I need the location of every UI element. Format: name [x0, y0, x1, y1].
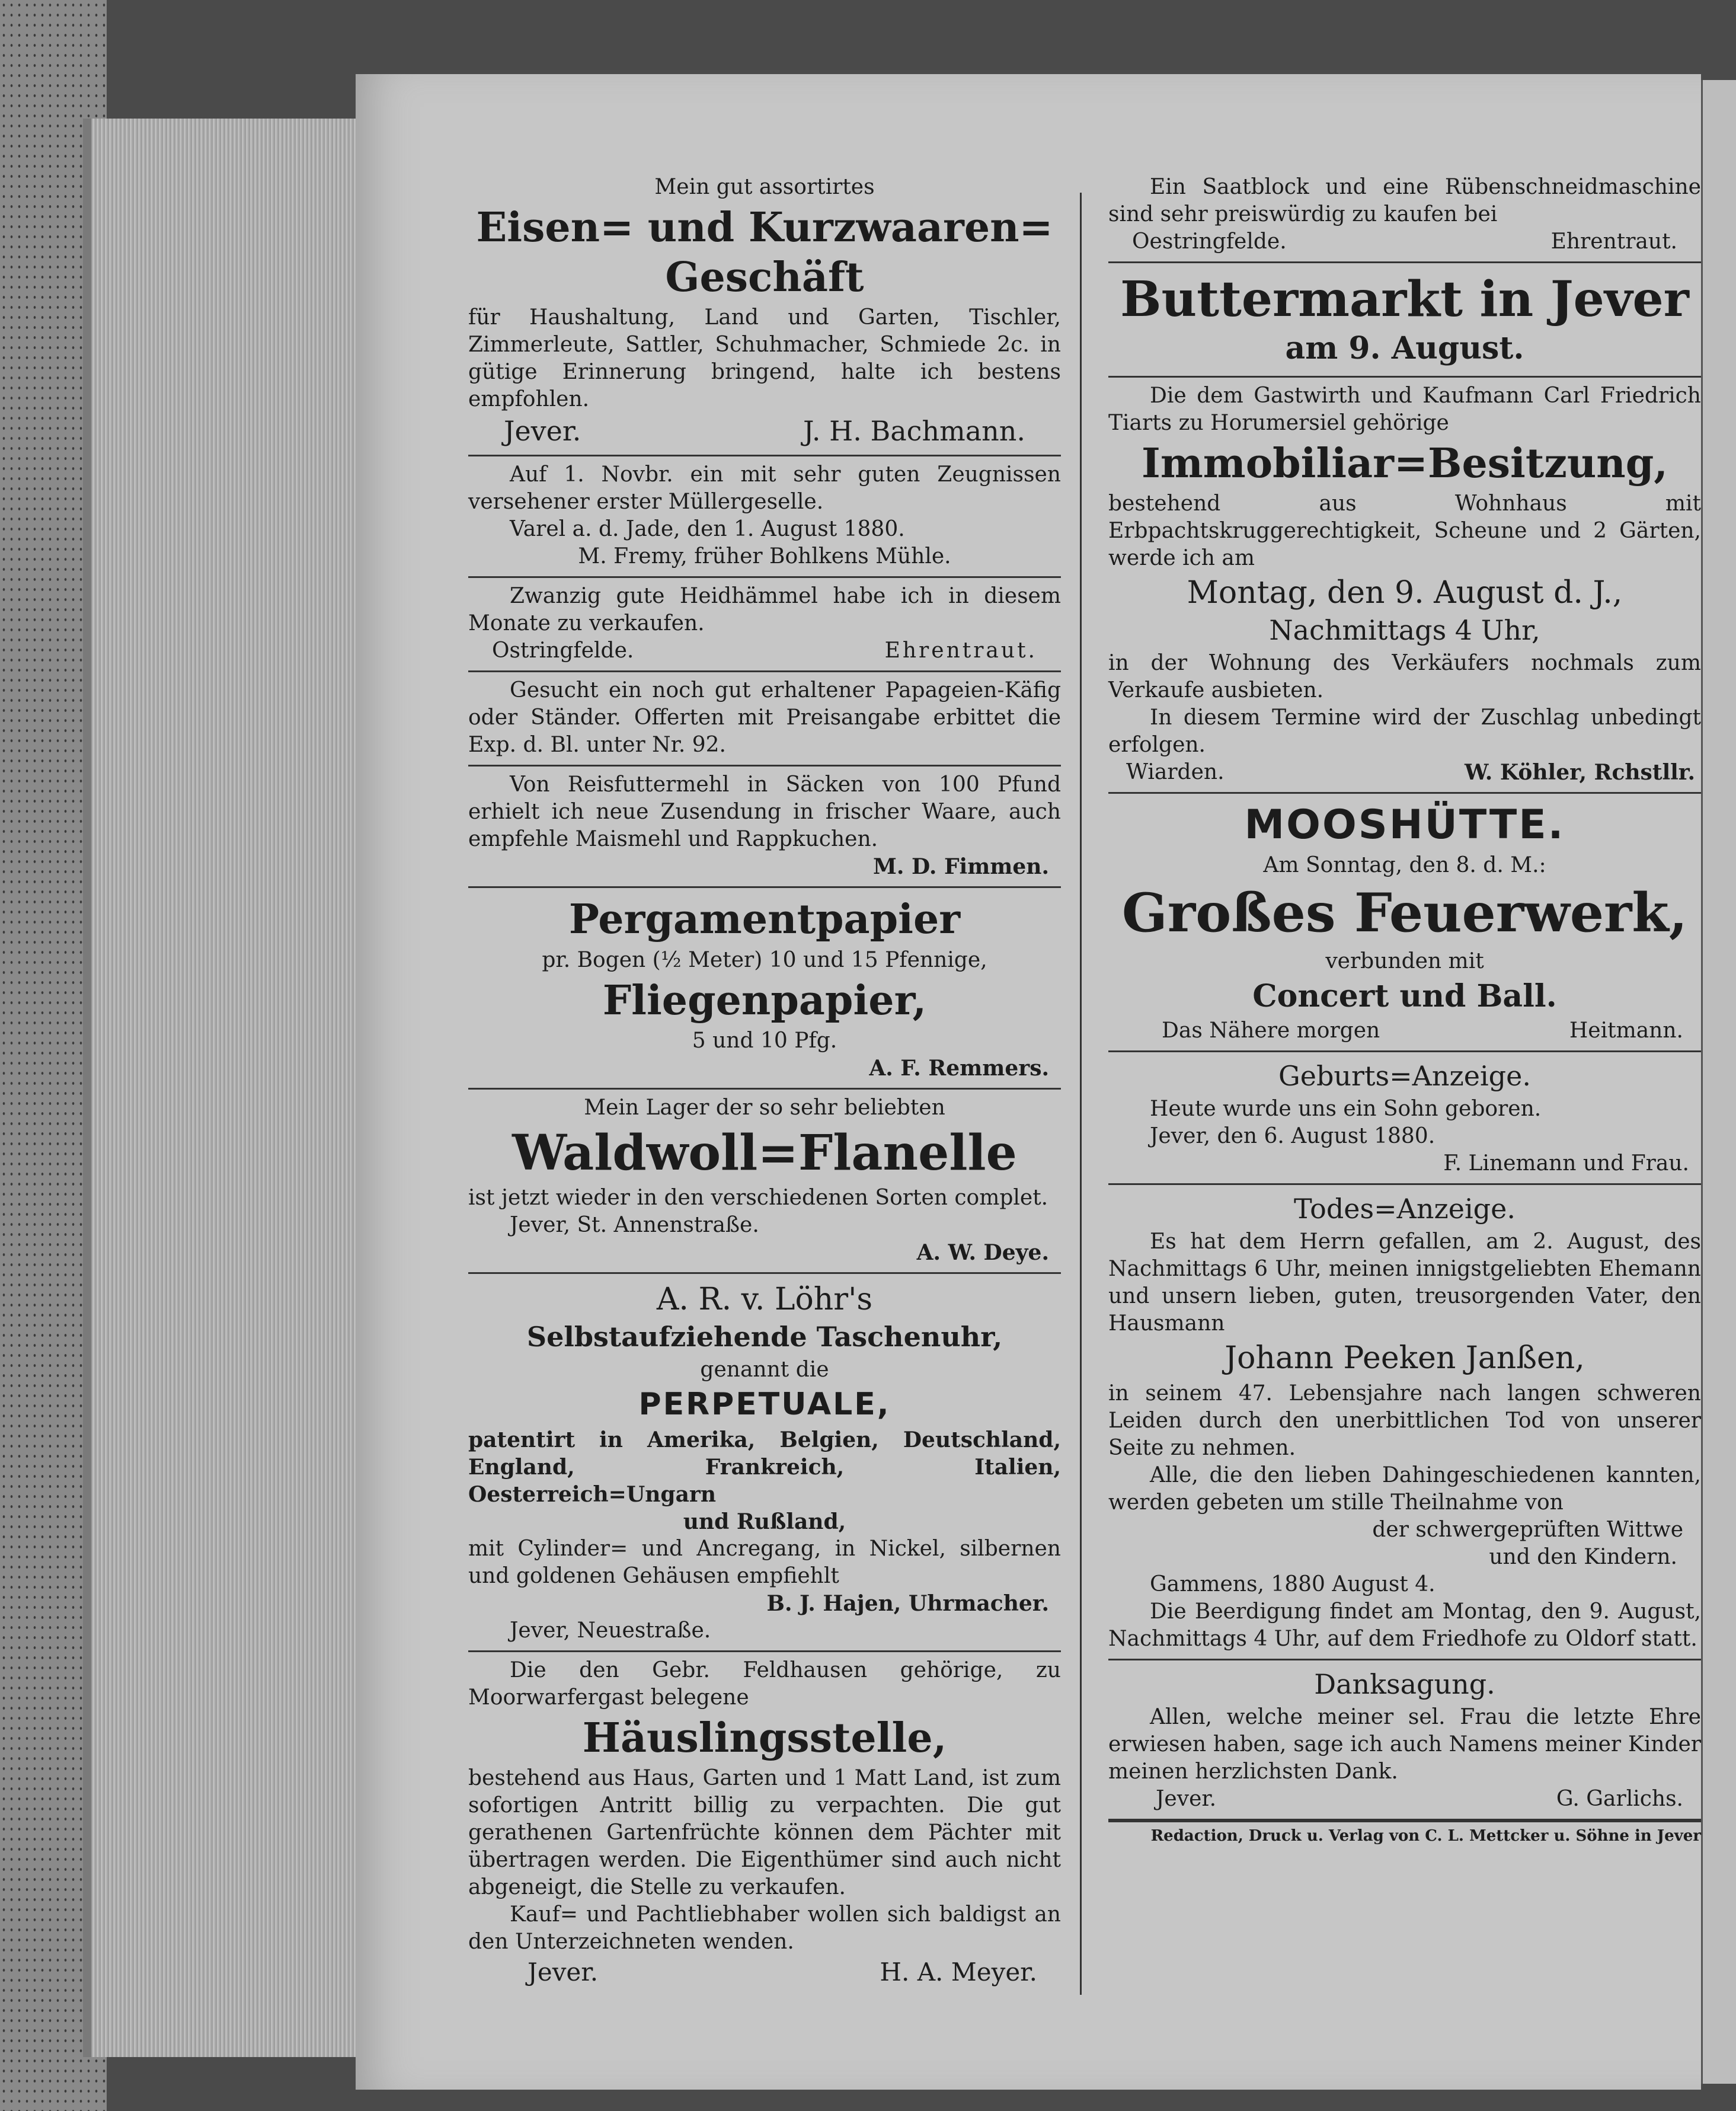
ad-signature: M. Fremy, früher Bohlkens Mühle. — [578, 544, 951, 569]
ad-title: Geschäft — [665, 254, 864, 302]
ad-title: Großes Feuerwerk, — [1121, 882, 1688, 945]
ad-muellergeselle — [468, 456, 1061, 578]
ad-line: verbunden mit — [1325, 948, 1484, 973]
ad-place: Jever. — [527, 1957, 599, 1987]
ad-signature — [468, 637, 1061, 665]
ad-place: Wiarden. — [1126, 759, 1225, 784]
ad-dateline: Gammens, 1880 August 4. — [1150, 1572, 1436, 1597]
ad-intro: Die dem Gastwirth und Kaufmann Carl Friedrich Tiarts zu Horumersiel gehörige — [1108, 384, 1701, 436]
ad-name: Heitmann. — [1569, 1018, 1683, 1043]
ad-title: MOOSHÜTTE. — [1244, 801, 1565, 848]
ad-title: Immobiliar=Besitzung, — [1142, 440, 1668, 488]
ad-title: Buttermarkt in Jever — [1120, 271, 1689, 328]
ad-eisen-kurzwaaren — [468, 169, 1061, 456]
ad-intro: Mein Lager der so sehr beliebten — [584, 1095, 945, 1120]
ad-body: Allen, welche meiner sel. Frau die letzte Ehre erwiesen haben, sage ich auch Namens meiner Kinder meinen herzlichsten Dank. — [1108, 1704, 1701, 1784]
ad-name: Ehrentraut. — [884, 638, 1037, 663]
ad-body: Von Reisfuttermehl in Säcken von 100 Pfund erhielt ich neue Zusendung in frischer Waare, auch empfehle Maismehl und Rappkuchen. — [468, 772, 1061, 852]
ad-body: Kauf= und Pachtliebhaber wollen sich baldigst an den Unterzeichneten wenden. — [468, 1902, 1061, 1954]
ad-dateline: Jever, den 6. August 1880. — [1150, 1124, 1436, 1149]
ad-geburts-anzeige — [1108, 1052, 1701, 1185]
ad-saatblock — [1108, 169, 1701, 263]
ad-name: H. A. Meyer. — [880, 1957, 1037, 1987]
next-page-edge — [1701, 80, 1736, 2084]
ad-dateline: Varel a. d. Jade, den 1. August 1880. — [510, 517, 905, 542]
printer-imprint: Redaction, Druck u. Verlag von C. L. Mettcker u. Söhne in Jever — [1108, 1821, 1701, 1846]
newspaper-page — [356, 74, 1701, 2090]
ad-todes-anzeige — [1108, 1185, 1701, 1660]
ad-line: und Rußland, — [683, 1509, 846, 1534]
ad-waldwoll-flanelle — [468, 1090, 1061, 1274]
ad-subtitle: am 9. August. — [1285, 330, 1524, 367]
ad-body: Es hat dem Herrn gefallen, am 2. August, des Nachmittags 6 Uhr, meinen innigstgeliebten Ehemann und unsern lieben, guten, treusorgenden Vater, den Hausmann — [1108, 1229, 1701, 1336]
ad-signature: F. Linemann und Frau. — [1443, 1151, 1689, 1176]
ad-heidhaemmel — [468, 578, 1061, 672]
ad-title: Fliegenpapier, — [602, 976, 927, 1024]
ad-body: Zwanzig gute Heidhämmel habe ich in diesem Monate zu verkaufen. — [468, 584, 1061, 636]
ad-signature — [1108, 759, 1701, 786]
ad-signature: der schwergeprüften Wittwe — [1372, 1518, 1683, 1542]
ad-signature: und den Kindern. — [1489, 1545, 1677, 1570]
ad-name: G. Garlichs. — [1556, 1786, 1683, 1811]
ad-name: W. Köhler, Rchstllr. — [1464, 759, 1695, 785]
ad-title: Häuslingsstelle, — [582, 1714, 947, 1762]
ad-body: Heute wurde uns ein Sohn geboren. — [1150, 1097, 1542, 1122]
ad-name: J. H. Bachmann. — [803, 415, 1025, 448]
ad-haeuslingsstelle — [468, 1652, 1061, 1995]
ad-title: PERPETUALE, — [638, 1386, 891, 1422]
ad-place: Jever. — [1156, 1786, 1217, 1811]
ad-signature: B. J. Hajen, Uhrmacher. — [766, 1591, 1049, 1616]
ad-place: Jever. — [504, 415, 581, 448]
ad-note: Das Nähere morgen — [1162, 1018, 1380, 1043]
ad-signature — [1108, 228, 1701, 256]
ad-title: Todes=Anzeige. — [1294, 1193, 1516, 1225]
ad-line: Am Sonntag, den 8. d. M.: — [1263, 853, 1546, 878]
ad-name: Johann Peeken Janßen, — [1225, 1340, 1585, 1377]
ad-danksagung — [1108, 1660, 1701, 1821]
ad-body: mit Cylinder= und Ancregang, in Nickel, silbernen und goldenen Gehäusen empfiehlt — [468, 1536, 1061, 1588]
ad-pergamentpapier — [468, 888, 1061, 1089]
ad-signature — [468, 1956, 1061, 1989]
ad-signature: A. F. Remmers. — [869, 1055, 1049, 1081]
ad-title: Danksagung. — [1314, 1668, 1495, 1701]
ad-mooshuette — [1108, 794, 1701, 1052]
ad-body: bestehend aus Haus, Garten und 1 Matt Land, ist zum sofortigen Antritt billig zu verpachten. Die gut gerathenen Gartenfrüchte können dem Pächter mit übertragen werden. Die Eigenthümer sind auch nicht abgeneigt, die Stelle zu verkaufen. — [468, 1765, 1061, 1899]
ad-place: Ostringfelde. — [492, 638, 634, 663]
ad-body: Die Beerdigung findet am Montag, den 9. August, Nachmittags 4 Uhr, auf dem Friedhofe zu Oldorf statt. — [1108, 1599, 1701, 1652]
ad-signature — [468, 413, 1061, 449]
ad-taschenuhr — [468, 1274, 1061, 1652]
ad-time: Nachmittags 4 Uhr, — [1269, 614, 1540, 647]
ad-signature — [1108, 1786, 1701, 1813]
ad-title: Concert und Ball. — [1252, 978, 1557, 1014]
ad-title: Waldwoll=Flanelle — [512, 1124, 1017, 1181]
ad-place: Jever, Neuestraße. — [510, 1618, 711, 1643]
column-rule — [1080, 193, 1082, 1995]
ad-body: ist jetzt wieder in den verschiedenen Sorten complet. — [468, 1186, 1048, 1211]
ad-signature: A. W. Deye. — [916, 1240, 1049, 1266]
ad-signature — [1108, 1017, 1701, 1045]
ad-date: Montag, den 9. August d. J., — [1187, 575, 1623, 611]
ad-body: Auf 1. Novbr. ein mit sehr guten Zeugnissen versehener erster Müllergeselle. — [468, 462, 1061, 515]
ad-body: Gesucht ein noch gut erhaltener Papageien-Käfig oder Ständer. Offerten mit Preisangabe erbittet die Exp. d. Bl. unter Nr. 92. — [468, 678, 1061, 758]
ad-title: Eisen= und Kurzwaaren= — [476, 204, 1053, 251]
ad-papageien-kaefig — [468, 672, 1061, 767]
ad-intro: Die den Gebr. Feldhausen gehörige, zu Moorwarfergast belegene — [468, 1657, 1061, 1710]
ad-body: für Haushaltung, Land und Garten, Tischler, Zimmerleute, Sattler, Schuhmacher, Schmiede 2c. in gütige Erinnerung bringend, halte ich bestens empfohlen. — [468, 305, 1061, 412]
ad-place: Oestringfelde. — [1132, 229, 1287, 254]
ad-line: 5 und 10 Pfg. — [692, 1028, 837, 1053]
ad-title: Selbstaufziehende Taschenuhr, — [526, 1320, 1003, 1353]
ad-line: genannt die — [700, 1357, 829, 1382]
ad-reisfuttermehl — [468, 767, 1061, 888]
ad-intro: Mein gut assortirtes — [654, 175, 875, 199]
ad-line: pr. Bogen (½ Meter) 10 und 15 Pfennige, — [542, 947, 987, 972]
ad-signature: M. D. Fimmen. — [873, 854, 1049, 880]
ad-body: In diesem Termine wird der Zuschlag unbedingt erfolgen. — [1108, 705, 1701, 757]
left-column — [468, 169, 1061, 1995]
ad-place: Jever, St. Annenstraße. — [510, 1213, 759, 1238]
ad-title: Pergamentpapier — [568, 896, 961, 944]
right-column — [1108, 169, 1701, 1846]
ad-body: Alle, die den lieben Dahingeschiedenen kannten, werden gebeten um stille Theilnahme von — [1108, 1463, 1701, 1515]
ad-title: A. R. v. Löhr's — [656, 1282, 873, 1318]
ad-body: in seinem 47. Lebensjahre nach langen schweren Leiden durch den unerbittlichen Tod von unserer Seite zu nehmen. — [1108, 1381, 1701, 1461]
ad-immobiliar — [1108, 378, 1701, 794]
ad-body: Ein Saatblock und eine Rübenschneidmaschine sind sehr preiswürdig zu kaufen bei — [1108, 175, 1701, 226]
ad-line: patentirt in Amerika, Belgien, Deutschland, England, Frankreich, Italien, Oesterreich=Ungarn — [468, 1427, 1061, 1507]
ad-body: in der Wohnung des Verkäufers nochmals zum Verkaufe ausbieten. — [1108, 650, 1701, 702]
ad-title: Geburts=Anzeige. — [1278, 1060, 1531, 1093]
page-stack-edges — [83, 119, 370, 2057]
ad-buttermarkt — [1108, 263, 1701, 378]
ad-name: Ehrentraut. — [1550, 229, 1677, 254]
ad-body: bestehend aus Wohnhaus mit Erbpachtskruggerechtigkeit, Scheune und 2 Gärten, werde ich am — [1108, 491, 1701, 571]
